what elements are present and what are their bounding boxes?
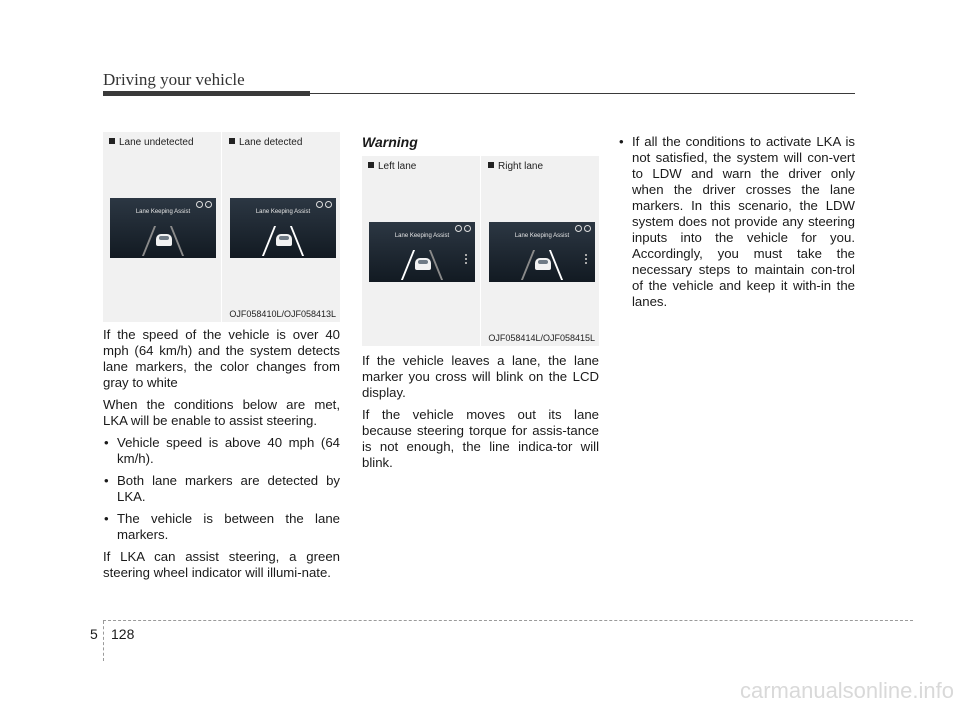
header-rule-thin <box>310 93 855 94</box>
header-rule-thick <box>103 91 310 96</box>
paragraph: If the vehicle moves out its lane because steering torque for assis-tance is not enough, the line indica-tor will blink. <box>362 407 599 470</box>
status-icon <box>455 225 462 232</box>
status-icon <box>205 201 212 208</box>
lane-marker-left <box>521 250 535 280</box>
side-indicator <box>465 254 469 264</box>
page-header-title: Driving your vehicle <box>103 70 245 89</box>
panel-label: Lane undetected <box>109 137 194 148</box>
warning-heading: Warning <box>362 134 418 150</box>
cluster-display <box>489 222 595 282</box>
figure-lane-blink <box>362 156 599 346</box>
footer-rule <box>103 620 913 621</box>
side-indicator <box>585 254 589 264</box>
car-icon <box>276 234 292 246</box>
status-icon <box>575 225 582 232</box>
screen-title: Lane Keeping Assist <box>135 209 191 215</box>
bullet-item: • Vehicle speed is above 40 mph (64 km/h). <box>103 435 340 467</box>
lane-marker-left <box>401 250 415 280</box>
bullet-item: • The vehicle is between the lane markers. <box>103 511 340 543</box>
status-icons <box>455 225 471 232</box>
lane-marker-right <box>549 250 563 280</box>
lane-marker-left <box>142 226 156 256</box>
lane-marker-right <box>429 250 443 280</box>
panel-divider <box>221 132 222 322</box>
status-icon <box>196 201 203 208</box>
panel-lane-undetected <box>103 132 220 322</box>
figure-lane-detection <box>103 132 340 322</box>
status-icons <box>316 201 332 208</box>
column-1-text <box>103 327 340 581</box>
screen-title: Lane Keeping Assist <box>394 233 450 239</box>
paragraph: If LKA can assist steering, a green steering wheel indicator will illumi-nate. <box>103 549 340 580</box>
car-icon <box>415 258 431 270</box>
square-bullet-icon <box>109 138 115 144</box>
column-2-text <box>362 353 599 471</box>
square-bullet-icon <box>488 162 494 168</box>
panel-label: Lane detected <box>229 137 302 148</box>
status-icon <box>584 225 591 232</box>
panel-lane-detected <box>223 132 340 322</box>
status-icons <box>575 225 591 232</box>
status-icons <box>196 201 212 208</box>
panel-divider <box>480 156 481 346</box>
screen-title: Lane Keeping Assist <box>514 233 570 239</box>
status-icon <box>325 201 332 208</box>
panel-label: Left lane <box>368 161 416 172</box>
cluster-display <box>369 222 475 282</box>
page-number: 128 <box>111 626 135 642</box>
panel-left-lane <box>362 156 479 346</box>
paragraph: If the vehicle leaves a lane, the lane marker you cross will blink on the LCD display. <box>362 353 599 400</box>
status-icon <box>464 225 471 232</box>
watermark: carmanualsonline.info <box>739 678 954 703</box>
bullet-item: • If all the conditions to activate LKA is not satisfied, the system will con-vert to LDW and warn the driver only when the driver crosses the lane markers. In this scenario, the LDW system does not provide any steering inputs into the vehicle for you. Accordingly, you must take the necessary steps to maintain con-trol of the vehicle and keep it with-in the lanes. <box>618 134 855 310</box>
car-icon <box>156 234 172 246</box>
lane-marker-left <box>262 226 276 256</box>
chapter-number: 5 <box>90 626 98 642</box>
bullet-item: • Both lane markers are detected by LKA. <box>103 473 340 505</box>
square-bullet-icon <box>368 162 374 168</box>
cluster-display <box>230 198 336 258</box>
panel-label: Right lane <box>488 161 543 172</box>
paragraph: When the conditions below are met, LKA will be enable to assist steering. <box>103 397 340 428</box>
lane-marker-right <box>290 226 304 256</box>
lane-marker-right <box>170 226 184 256</box>
cluster-display <box>110 198 216 258</box>
paragraph: If the speed of the vehicle is over 40 mph (64 km/h) and the system detects lane markers, the color changes from gray to white <box>103 327 340 390</box>
footer-rule-vertical <box>103 621 104 661</box>
figure-code: OJF058414L/OJF058415L <box>488 333 595 343</box>
status-icon <box>316 201 323 208</box>
figure-code: OJF058410L/OJF058413L <box>229 309 336 319</box>
car-icon <box>535 258 551 270</box>
column-3-text <box>618 134 855 310</box>
screen-title: Lane Keeping Assist <box>255 209 311 215</box>
square-bullet-icon <box>229 138 235 144</box>
panel-right-lane <box>482 156 599 346</box>
